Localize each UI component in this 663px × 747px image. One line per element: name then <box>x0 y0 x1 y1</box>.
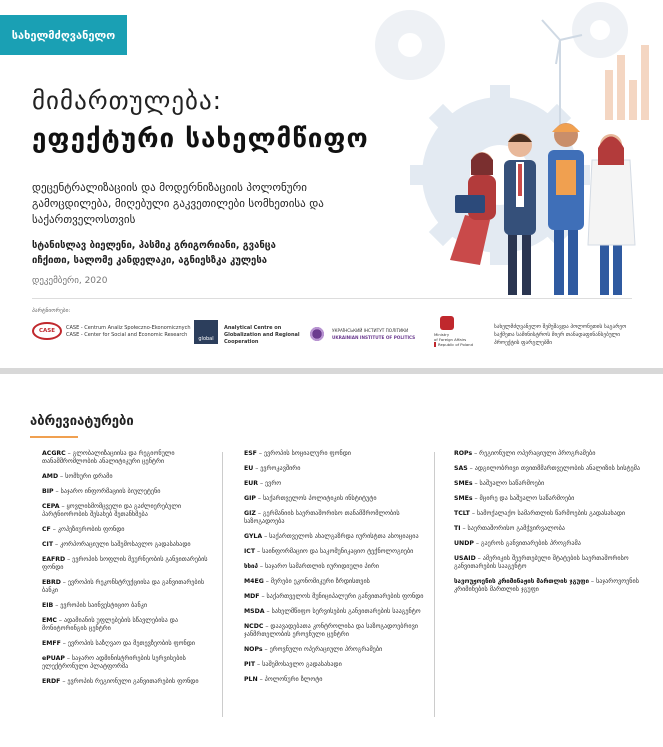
abbreviation-description: – ევროპის სოციალური ფონდი <box>256 450 351 457</box>
abbreviation-item <box>454 495 644 503</box>
abbreviation-description: – საშემოსავლო გადასახადი <box>255 661 342 668</box>
abbreviation-term: EIB <box>42 602 54 609</box>
global-line3: Cooperation <box>224 339 259 345</box>
abbreviation-term: CF <box>42 526 51 533</box>
abbreviation-item <box>42 541 214 549</box>
abbreviation-term: ხხიპ <box>244 563 258 570</box>
abbreviation-item <box>244 480 426 488</box>
abbreviation-term: CIT <box>42 541 54 548</box>
abbreviation-item <box>454 480 644 488</box>
abbreviation-item <box>42 640 214 648</box>
abbreviation-description: – საინფორმაციო და საკომუნიკაციო ტექნოლოგიები <box>255 548 414 555</box>
abbreviation-item <box>244 593 426 601</box>
global-line2: Globalization and Regional <box>224 332 300 338</box>
abbreviation-term: ERDF <box>42 678 61 685</box>
abbreviation-term: UNDP <box>454 540 474 547</box>
abbreviation-item <box>244 646 426 654</box>
abbreviation-description: – ადგილობრივი თვითმმართველობის ანალიზის სისტემა <box>467 465 641 472</box>
abbreviation-description: – კორპორაციული საშემოსავლო გადასახადი <box>53 541 191 548</box>
abbreviation-description: – ევროპის რეგიონული განვითარების ფონდი <box>60 678 199 685</box>
abbreviation-description: – ყოვლისმომცველი და გაძლიერებული პარტნიორობის შესახებ შეთანხმება <box>42 503 182 518</box>
abbreviation-term: EAFRD <box>42 556 66 563</box>
abbreviation-item <box>244 563 426 571</box>
abbreviation-item <box>42 473 214 481</box>
abbreviation-term: SMEs <box>454 495 473 502</box>
cover-authors: სტანისლავ ბიელენი, ჰასმიკ გრიგორიანი, გვანცა იჩქითი, სალომე კანდელაკი, აგნიესზკა კულესა <box>32 240 276 266</box>
column-divider <box>434 452 435 717</box>
cover-date: დეკემბერი, 2020 <box>32 276 108 286</box>
abbreviation-description: – გლობალიზაციისა და რეგიონული თანამშრომლობის ანალიტიკური ცენტრი <box>42 450 175 465</box>
abbreviations-column-1 <box>42 450 214 693</box>
abbreviation-description: – საშუალო საწარმოები <box>472 480 545 487</box>
abbreviation-term: CEPA <box>42 503 60 510</box>
abbreviation-term: EMC <box>42 617 57 624</box>
abbreviations-page <box>0 374 663 747</box>
abbreviation-description: – ევროპის სოფლის მეურნეობის განვითარების ფონდი <box>42 556 208 571</box>
uip-logo-icon <box>306 323 328 345</box>
abbreviation-term: USAID <box>454 555 476 562</box>
abbreviation-description: – დაავადებათა კონტროლისა და საზოგადოებრივი ჯანმრთელობის ეროვნული ცენტრი <box>244 623 418 638</box>
abbreviation-item <box>244 533 426 541</box>
abbreviation-term: NCDC <box>244 623 264 630</box>
abbreviation-term: PIT <box>244 661 256 668</box>
abbreviation-description: – გერმანიის საერთაშორისო თანამშრომლობის საზოგადოება <box>244 510 400 525</box>
abbreviation-description: – საჯარო სამართლის იურიდიული პირი <box>257 563 379 570</box>
abbreviation-description: – ევროპის საინვესტიციო ბანკი <box>53 602 148 609</box>
abbreviation-description: – საქართველოს მუნიციპალური განვითარების ფონდი <box>259 593 424 600</box>
abbreviation-item <box>42 450 214 466</box>
uip-name <box>332 327 415 341</box>
mfa-line2: of Foreign Affairs <box>434 337 467 342</box>
abbreviation-item <box>244 495 426 503</box>
mfa-funding-text: სახელმძღვანელო შემუშავდა პოლონეთის საგარეო საქმეთა სამინისტროს მიერ თანადაფინანსებული პროექტის ფარგლებში <box>494 324 627 346</box>
mfa-line3: Republic of Poland <box>434 342 473 347</box>
abbreviation-term: EU <box>244 465 254 472</box>
abbreviation-description: – საერთაშორისო გამჭვირვალობა <box>460 525 565 532</box>
abbreviation-term: GYLA <box>244 533 263 540</box>
abbreviation-item <box>454 525 644 533</box>
abbreviations-title: აბრევიატურები <box>30 414 134 429</box>
abbreviation-description: – საქართველოს პოლიტიკის ინსტიტუტი <box>255 495 377 502</box>
abbreviation-term: TI <box>454 525 461 532</box>
abbreviation-description: – საჯაროვოენის კრიმინების მართლის ჯგუფი <box>454 578 639 593</box>
global-name <box>224 325 300 346</box>
abbreviation-term: ROPs <box>454 450 473 457</box>
uip-line2: UKRAINIAN INSTITUTE OF POLITICS <box>332 335 416 340</box>
abbreviation-item <box>244 608 426 616</box>
abbreviation-term: ePUAP <box>42 655 65 662</box>
abbreviation-item <box>42 602 214 610</box>
abbreviation-term: MDF <box>244 593 260 600</box>
abbreviation-item <box>244 623 426 639</box>
cover-title-line2: ეფექტური სახელმწიფო <box>32 124 369 154</box>
abbreviation-term: EUR <box>244 480 259 487</box>
abbreviation-item <box>244 465 426 473</box>
case-logo-mark: CASE <box>32 322 62 340</box>
abbreviation-description: – მცირე და საშუალო საწარმოები <box>472 495 575 502</box>
case-logo <box>32 322 62 340</box>
abbreviation-term: NOPs <box>244 646 263 653</box>
column-divider <box>222 452 223 717</box>
abbreviation-description: – მერები ეკონომიკური ზრდისთვის <box>263 578 370 585</box>
abbreviation-description: – პოლონური ზლოტი <box>257 676 323 683</box>
abbreviation-description: – ამერიკის შეერთებული შტატების საერთაშორისო განვითარების სააგენტო <box>454 555 629 570</box>
abbreviation-term: PLN <box>244 676 258 683</box>
divider <box>32 298 632 299</box>
abbreviation-term: SMEs <box>454 480 473 487</box>
abbreviation-item <box>42 579 214 595</box>
abbreviation-item <box>454 540 644 548</box>
abbreviation-item <box>244 450 426 458</box>
abbreviation-term: M4EG <box>244 578 264 585</box>
abbreviation-description: – ეროვნული ოპერაციული პროგრამები <box>262 646 383 653</box>
abbreviation-item <box>454 555 644 571</box>
abbreviation-description: – გაეროს განვითარების პროგრამა <box>473 540 581 547</box>
abbreviation-term: EBRD <box>42 579 61 586</box>
title-underline <box>30 436 78 438</box>
abbreviation-item <box>244 548 426 556</box>
cover-page <box>0 0 663 368</box>
eagle-emblem-icon <box>440 316 454 330</box>
abbreviation-description: – ევროპის რეკონსტრუქციისა და განვითარების ბანკი <box>42 579 205 594</box>
abbreviation-description: – ადამიანის უფლებების სწავლებისა და მონიტორინგის ცენტრი <box>42 617 178 632</box>
abbreviation-term: GIZ <box>244 510 256 517</box>
abbreviation-item <box>42 678 214 686</box>
abbreviation-description: – რეგიონული ოპერაციული პროგრამები <box>472 450 596 457</box>
mfa-block <box>434 316 473 347</box>
cover-illustration <box>330 0 663 298</box>
abbreviation-term: GIP <box>244 495 256 502</box>
global-line1: Analytical Centre on <box>224 325 282 331</box>
abbreviation-description: – საჯარო ინფორმაციის ბიულეტენი <box>53 488 161 495</box>
document-type-badge: სახელმძღვანელო <box>0 15 127 55</box>
abbreviation-item <box>42 655 214 671</box>
abbreviation-item <box>42 556 214 572</box>
abbreviation-description: – ევროკავშირი <box>253 465 301 472</box>
abbreviations-column-3 <box>454 450 644 601</box>
abbreviations-column-2 <box>244 450 426 691</box>
abbreviation-description: – კოჰეზიურობის ფონდი <box>50 526 125 533</box>
global-logo: global <box>194 320 218 344</box>
abbreviation-description: – სამოქალაქო სამართლის წარმოების გადასახადი <box>469 510 626 517</box>
abbreviation-item <box>244 676 426 684</box>
cover-title-line1: მიმართულება: <box>32 86 223 115</box>
abbreviation-term: ESF <box>244 450 257 457</box>
abbreviation-description: – საჯარო ადმინისტრირების სერვისების ელექტრონული პლატფორმა <box>42 655 186 670</box>
case-name <box>66 325 191 339</box>
partners-label: პარტნიორები: <box>32 308 71 314</box>
cover-subtitle: დეცენტრალიზაციის და მოდერნიზაციის პოლონური გამოცდილება, მიღებული გაკვეთილები სომხეთისა და საქართველოსთვის <box>32 181 324 226</box>
abbreviation-term: ICT <box>244 548 256 555</box>
abbreviation-item <box>42 503 214 519</box>
abbreviation-term: TCLT <box>454 510 470 517</box>
abbreviation-description: – ევრო <box>258 480 282 487</box>
abbreviation-term: MSDA <box>244 608 265 615</box>
abbreviation-item <box>454 578 644 594</box>
abbreviation-item <box>454 510 644 518</box>
case-line2: CASE - Center for Social and Economic Research <box>66 332 188 338</box>
abbreviation-term: AMD <box>42 473 59 480</box>
mfa-line1: Ministry <box>434 332 450 337</box>
abbreviation-term: SAS <box>454 465 468 472</box>
abbreviation-term: EMFF <box>42 640 61 647</box>
abbreviation-term: BIP <box>42 488 54 495</box>
case-line1: CASE - Centrum Analiz Społeczno-Ekonomicznych <box>66 325 191 331</box>
abbreviation-item <box>454 465 644 473</box>
abbreviation-description: – ევროპის საზღვაო და მეთევზეობის ფონდი <box>60 640 195 647</box>
abbreviation-description: – საქართველოს ახალგაზრდა იურისტთა ასოციაცია <box>262 533 419 540</box>
abbreviation-item <box>42 488 214 496</box>
abbreviation-item <box>244 510 426 526</box>
abbreviation-item <box>42 526 214 534</box>
abbreviation-description: – სახელმწიფო სერვისების განვითარების სააგენტო <box>264 608 421 615</box>
abbreviation-description: – სომხური დრამი <box>58 473 113 480</box>
abbreviation-item <box>244 578 426 586</box>
abbreviation-item <box>454 450 644 458</box>
abbreviation-term: ACGRC <box>42 450 66 457</box>
uip-line1: УКРАЇНСЬКИЙ ІНСТИТУТ ПОЛІТИКИ <box>332 328 409 333</box>
abbreviation-item <box>244 661 426 669</box>
abbreviation-item <box>42 617 214 633</box>
abbreviation-term: სავოუჟოენის კრიმინაჟის მართლის ჯგუფი <box>454 578 589 585</box>
